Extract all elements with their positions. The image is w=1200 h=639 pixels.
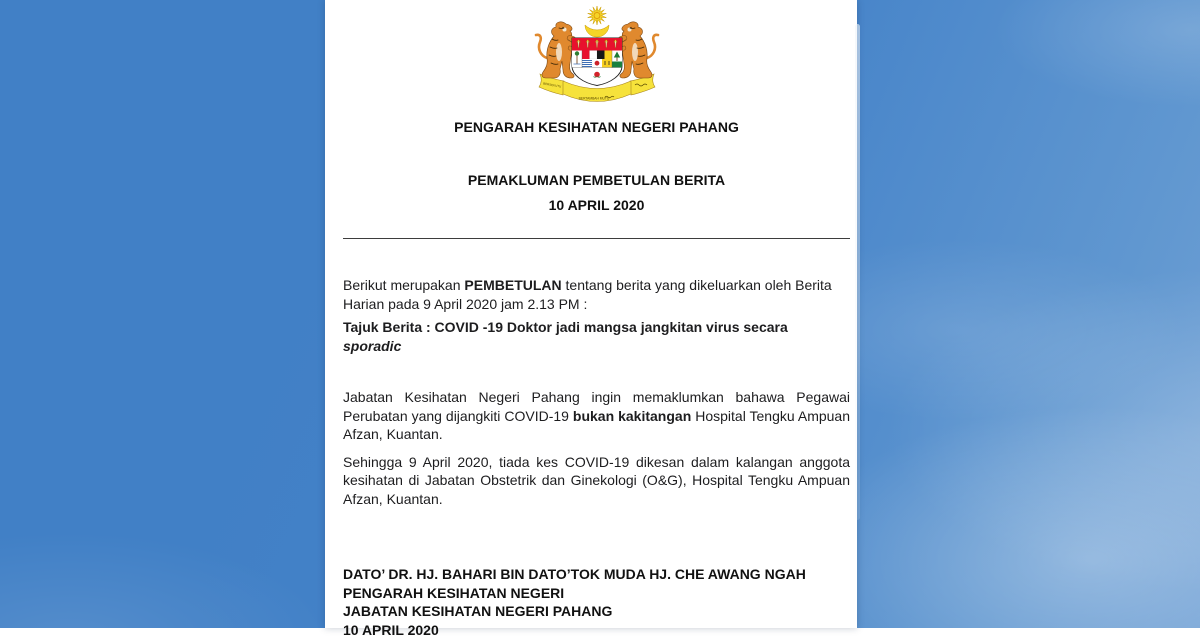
motto-center-text: BERTAMBAH MUTU	[578, 97, 609, 101]
press-statement-document	[325, 0, 857, 628]
bukan-kakitangan-emphasis: bukan kakitangan	[573, 408, 691, 424]
status-paragraph: Sehingga 9 April 2020, tiada kes COVID-19 dikesan dalam kalangan anggota kesihatan di Jabatan Obstetrik dan Ginekologi (O&G), Hospital Tengku Ampuan Afzan, Kuantan.	[343, 453, 850, 509]
signatory-title: PENGARAH KESIHATAN NEGERI	[343, 584, 850, 603]
page-edge-highlight	[855, 24, 860, 520]
crescent-icon	[585, 25, 609, 37]
signatory-name: DATO’ DR. HJ. BAHARI BIN DATO’TOK MUDA HJ. CHE AWANG NGAH	[343, 565, 850, 584]
signature-date: 10 APRIL 2020	[343, 621, 850, 639]
clarification-paragraph: Jabatan Kesihatan Negeri Pahang ingin memaklumkan bahawa Pegawai Perubatan yang dijangkiti COVID-19 bukan kakitangan Hospital Tengku Ampuan Afzan, Kuantan.	[343, 388, 850, 444]
signatory-department: JABATAN KESIHATAN NEGERI PAHANG	[343, 602, 850, 621]
news-subject-line: Tajuk Berita : COVID -19 Doktor jadi mangsa jangkitan virus secara sporadic	[343, 318, 850, 355]
sun-star	[587, 6, 606, 25]
intro-paragraph: Berikut merupakan PEMBETULAN tentang berita yang dikeluarkan oleh Berita Harian pada 9 April 2020 jam 2.13 PM :	[343, 276, 850, 313]
pembetulan-emphasis: PEMBETULAN	[464, 277, 561, 293]
sporadic-italic: sporadic	[343, 338, 401, 354]
signature-block	[343, 565, 850, 639]
shield	[572, 38, 622, 86]
malaysia-coat-of-arms-icon	[532, 6, 662, 110]
tiger-left-supporter	[536, 22, 577, 78]
divider-line	[343, 238, 850, 239]
tiger-right-supporter	[617, 22, 658, 78]
announcement-title: PEMAKLUMAN PEMBETULAN BERITA	[343, 172, 850, 189]
motto-left-text: BERSEKUTU	[542, 81, 561, 88]
organization-title: PENGARAH KESIHATAN NEGERI PAHANG	[343, 119, 850, 136]
announcement-date: 10 APRIL 2020	[343, 197, 850, 214]
